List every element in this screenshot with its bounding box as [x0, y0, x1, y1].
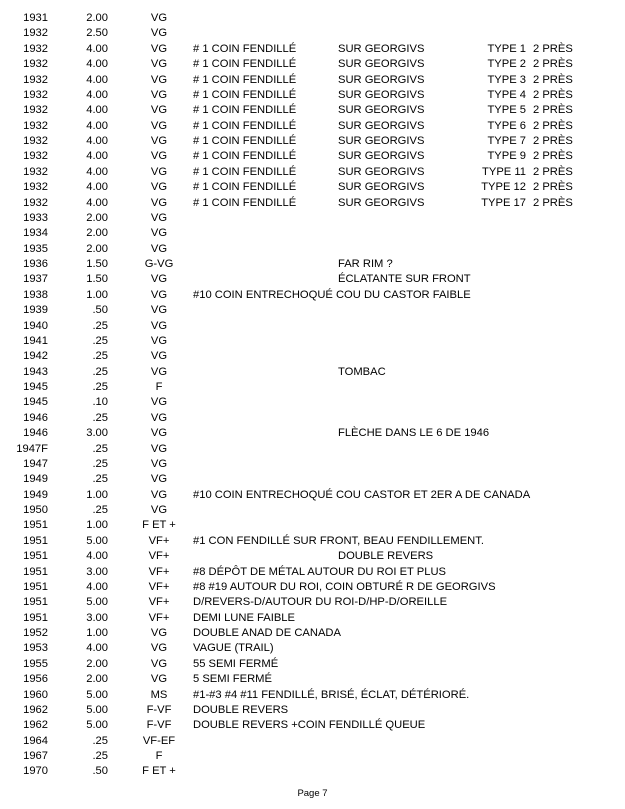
year-cell: 1942	[23, 350, 48, 363]
value-cell: 2.00	[86, 657, 108, 670]
list-item	[0, 365, 625, 380]
list-item	[0, 196, 625, 211]
description-cell: # 1 COIN FENDILLÉ	[193, 58, 297, 71]
value-cell: .25	[92, 750, 108, 762]
type-cell: TYPE 11	[482, 165, 526, 178]
year-cell: 1932	[23, 27, 48, 40]
pres-cell: 2 PRÈS	[533, 165, 573, 178]
value-cell: .25	[92, 473, 108, 486]
grade-cell: VG	[150, 350, 168, 363]
year-cell: 1950	[23, 504, 48, 516]
year-cell: 1946	[23, 427, 48, 440]
grade-cell: VF+	[148, 580, 170, 593]
year-cell: 1951	[23, 565, 48, 578]
page-number: Page 7	[297, 788, 328, 799]
value-cell: .25	[92, 504, 108, 516]
grade-cell: VG	[150, 242, 168, 255]
list-item	[0, 211, 625, 226]
year-cell: 1956	[23, 673, 48, 686]
value-cell: 4.00	[86, 181, 108, 194]
list-item	[0, 688, 625, 703]
pres-cell: 2 PRÈS	[533, 104, 573, 117]
grade-cell: F-VF	[146, 719, 172, 732]
value-cell: 2.00	[86, 673, 108, 686]
year-cell: 1951	[23, 519, 48, 532]
list-item	[0, 657, 625, 672]
year-cell: 1947F	[16, 442, 48, 455]
value-cell: 4.00	[86, 580, 108, 593]
value-cell: 1.00	[86, 627, 108, 639]
type-cell: TYPE 3	[487, 73, 526, 86]
year-cell: 1933	[23, 211, 48, 224]
year-cell: 1951	[23, 596, 48, 609]
value-cell: 4.00	[86, 150, 108, 163]
grade-cell: MS	[150, 688, 168, 701]
value-cell: 2.00	[86, 227, 108, 240]
grade-cell: VF-EF	[142, 734, 176, 747]
description-center-cell: ÉCLATANTE SUR FRONT	[338, 273, 471, 286]
list-item	[0, 288, 625, 303]
year-cell: 1932	[23, 119, 48, 132]
year-cell: 1932	[23, 42, 48, 55]
pres-cell: 2 PRÈS	[533, 88, 573, 101]
list-item	[0, 395, 625, 410]
year-cell: 1931	[23, 12, 48, 24]
year-cell: 1941	[23, 334, 48, 347]
year-cell: 1951	[23, 550, 48, 563]
value-cell: 4.00	[86, 119, 108, 132]
grade-cell: VG	[150, 73, 168, 86]
description-center-cell: FLÈCHE DANS LE 6 DE 1946	[338, 427, 490, 440]
grade-cell: F-VF	[146, 703, 172, 716]
type-cell: TYPE 6	[487, 119, 526, 132]
list-item	[0, 703, 625, 718]
year-cell: 1970	[23, 765, 48, 778]
year-cell: 1932	[23, 58, 48, 71]
type-cell: TYPE 4	[487, 88, 526, 101]
year-cell: 1939	[23, 304, 48, 317]
description-cell: # 1 COIN FENDILLÉ	[193, 196, 297, 209]
list-item	[0, 718, 625, 733]
value-cell: 4.00	[86, 88, 108, 101]
grade-cell: F ET +	[142, 765, 176, 778]
description-cell: 5 SEMI FERMÉ	[193, 673, 272, 686]
type-cell: TYPE 7	[487, 135, 526, 147]
grade-cell: VG	[150, 442, 168, 455]
value-cell: 1.50	[86, 258, 108, 270]
description-center-cell: SUR GEORGIVS	[338, 196, 425, 209]
grade-cell: VG	[150, 196, 168, 209]
description-cell: # 1 COIN FENDILLÉ	[193, 88, 297, 101]
value-cell: 4.00	[86, 135, 108, 147]
grade-cell: VG	[150, 135, 168, 147]
grade-cell: VG	[150, 365, 168, 378]
grade-cell: VG	[150, 27, 168, 40]
coin-list	[0, 11, 625, 780]
list-item	[0, 242, 625, 257]
description-center-cell: SUR GEORGIVS	[338, 135, 425, 147]
grade-cell: VG	[150, 42, 168, 55]
list-item	[0, 73, 625, 88]
grade-cell: VF+	[148, 611, 170, 624]
year-cell: 1951	[23, 534, 48, 547]
grade-cell: G-VG	[144, 258, 174, 270]
list-item	[0, 565, 625, 580]
description-cell: #8 #19 AUTOUR DU ROI, COIN OBTURÉ R DE GEORGIVS	[193, 580, 496, 593]
pres-cell: 2 PRÈS	[533, 150, 573, 163]
grade-cell: VG	[150, 334, 168, 347]
year-cell: 1932	[23, 135, 48, 147]
description-cell: DEMI LUNE FAIBLE	[193, 611, 295, 624]
year-cell: 1932	[23, 165, 48, 178]
year-cell: 1951	[23, 580, 48, 593]
list-item	[0, 272, 625, 287]
grade-cell: VF+	[148, 596, 170, 609]
year-cell: 1967	[23, 750, 48, 762]
description-cell: VAGUE (TRAIL)	[193, 642, 274, 655]
year-cell: 1962	[23, 703, 48, 716]
description-center-cell: DOUBLE REVERS	[338, 550, 434, 563]
grade-cell: VG	[150, 627, 168, 639]
list-item	[0, 488, 625, 503]
value-cell: 3.00	[86, 427, 108, 440]
description-cell: DOUBLE ANAD DE CANADA	[193, 627, 341, 639]
description-cell: # 1 COIN FENDILLÉ	[193, 150, 297, 163]
value-cell: .10	[92, 396, 108, 409]
grade-cell: VG	[150, 58, 168, 71]
description-center-cell: SUR GEORGIVS	[338, 119, 425, 132]
value-cell: .25	[92, 457, 108, 470]
description-cell: #10 COIN ENTRECHOQUÉ COU CASTOR ET 2ER A DE CANADA	[193, 488, 531, 501]
grade-cell: VG	[150, 396, 168, 409]
grade-cell: VG	[150, 273, 168, 286]
grade-cell: VG	[150, 12, 168, 24]
grade-cell: VG	[150, 657, 168, 670]
list-item	[0, 518, 625, 533]
grade-cell: VG	[150, 288, 168, 301]
grade-cell: VG	[150, 119, 168, 132]
pres-cell: 2 PRÈS	[533, 119, 573, 132]
description-cell: # 1 COIN FENDILLÉ	[193, 165, 297, 178]
description-cell: #8 DÉPÔT DE MÉTAL AUTOUR DU ROI ET PLUS	[193, 565, 447, 578]
value-cell: 4.00	[86, 550, 108, 563]
year-cell: 1949	[23, 473, 48, 486]
list-item	[0, 426, 625, 441]
year-cell: 1932	[23, 104, 48, 117]
value-cell: 1.00	[86, 288, 108, 301]
value-cell: 2.50	[86, 27, 108, 40]
grade-cell: VG	[150, 457, 168, 470]
year-cell: 1947	[23, 457, 48, 470]
list-item	[0, 319, 625, 334]
year-cell: 1952	[23, 627, 48, 639]
type-cell: TYPE 12	[481, 181, 526, 194]
list-item	[0, 380, 625, 395]
grade-cell: VG	[150, 427, 168, 440]
grade-cell: VF+	[148, 534, 170, 547]
value-cell: .25	[92, 734, 108, 747]
year-cell: 1943	[23, 365, 48, 378]
pres-cell: 2 PRÈS	[533, 73, 573, 86]
list-item	[0, 549, 625, 564]
list-item	[0, 303, 625, 318]
list-item	[0, 11, 625, 26]
list-item	[0, 580, 625, 595]
year-cell: 1934	[23, 227, 48, 240]
description-center-cell: TOMBAC	[338, 365, 386, 378]
value-cell: 5.00	[86, 703, 108, 716]
description-cell: #10 COIN ENTRECHOQUÉ COU DU CASTOR FAIBLE	[193, 288, 471, 301]
list-item	[0, 764, 625, 779]
value-cell: .25	[92, 334, 108, 347]
list-item	[0, 734, 625, 749]
year-cell: 1945	[23, 396, 48, 409]
value-cell: 2.00	[86, 211, 108, 224]
grade-cell: VG	[150, 411, 168, 424]
list-item	[0, 503, 625, 518]
value-cell: 3.00	[86, 611, 108, 624]
list-item	[0, 595, 625, 610]
year-cell: 1962	[23, 719, 48, 732]
list-item	[0, 534, 625, 549]
value-cell: 4.00	[86, 165, 108, 178]
grade-cell: VG	[150, 227, 168, 240]
value-cell: .25	[92, 381, 108, 393]
grade-cell: VG	[150, 473, 168, 486]
type-cell: TYPE 5	[487, 104, 526, 117]
year-cell: 1932	[23, 150, 48, 163]
description-center-cell: SUR GEORGIVS	[338, 165, 425, 178]
description-center-cell: SUR GEORGIVS	[338, 181, 425, 194]
year-cell: 1932	[23, 88, 48, 101]
value-cell: 5.00	[86, 688, 108, 701]
list-item	[0, 119, 625, 134]
list-item	[0, 165, 625, 180]
description-center-cell: SUR GEORGIVS	[338, 73, 425, 86]
year-cell: 1936	[23, 258, 48, 270]
year-cell: 1938	[23, 288, 48, 301]
description-cell: #1 CON FENDILLÉ SUR FRONT, BEAU FENDILLEMENT.	[193, 534, 484, 547]
grade-cell: VG	[150, 504, 168, 516]
list-item	[0, 134, 625, 149]
list-item	[0, 26, 625, 41]
description-center-cell: SUR GEORGIVS	[338, 104, 425, 117]
list-item	[0, 641, 625, 656]
year-cell: 1955	[23, 657, 48, 670]
description-center-cell: FAR RIM ?	[338, 258, 393, 270]
value-cell: .25	[92, 319, 108, 332]
list-item	[0, 42, 625, 57]
value-cell: 1.00	[86, 488, 108, 501]
description-center-cell: SUR GEORGIVS	[338, 150, 425, 163]
value-cell: .25	[92, 365, 108, 378]
description-center-cell: SUR GEORGIVS	[338, 88, 425, 101]
type-cell: TYPE 1	[487, 42, 526, 55]
list-item	[0, 257, 625, 272]
type-cell: TYPE 9	[487, 150, 526, 163]
year-cell: 1953	[23, 642, 48, 655]
description-cell: # 1 COIN FENDILLÉ	[193, 181, 297, 194]
description-cell: # 1 COIN FENDILLÉ	[193, 104, 297, 117]
value-cell: .25	[92, 442, 108, 455]
value-cell: 3.00	[86, 565, 108, 578]
value-cell: 1.00	[86, 519, 108, 532]
grade-cell: VG	[150, 150, 168, 163]
value-cell: 4.00	[86, 196, 108, 209]
description-cell: DOUBLE REVERS +COIN FENDILLÉ QUEUE	[193, 719, 426, 732]
pres-cell: 2 PRÈS	[533, 181, 573, 194]
value-cell: 4.00	[86, 58, 108, 71]
list-item	[0, 411, 625, 426]
value-cell: .50	[92, 765, 108, 778]
value-cell: 5.00	[86, 534, 108, 547]
grade-cell: VG	[150, 319, 168, 332]
grade-cell: VG	[150, 181, 168, 194]
pres-cell: 2 PRÈS	[533, 135, 573, 147]
description-cell: DOUBLE REVERS	[193, 703, 289, 716]
year-cell: 1945	[23, 381, 48, 393]
description-cell: D/REVERS-D/AUTOUR DU ROI-D/HP-D/OREILLE	[193, 596, 448, 609]
list-item	[0, 611, 625, 626]
grade-cell: VG	[150, 88, 168, 101]
value-cell: 5.00	[86, 596, 108, 609]
pres-cell: 2 PRÈS	[533, 196, 573, 209]
description-cell: #1-#3 #4 #11 FENDILLÉ, BRISÉ, ÉCLAT, DÉTÉRIORÉ.	[193, 688, 470, 701]
description-cell: # 1 COIN FENDILLÉ	[193, 42, 297, 55]
grade-cell: VG	[150, 104, 168, 117]
year-cell: 1940	[23, 319, 48, 332]
value-cell: .50	[92, 304, 108, 317]
pres-cell: 2 PRÈS	[533, 42, 573, 55]
year-cell: 1946	[23, 411, 48, 424]
year-cell: 1937	[23, 273, 48, 286]
list-item	[0, 226, 625, 241]
value-cell: 4.00	[86, 104, 108, 117]
value-cell: 2.00	[86, 12, 108, 24]
list-item	[0, 672, 625, 687]
grade-cell: VG	[150, 673, 168, 686]
value-cell: .25	[92, 350, 108, 363]
description-cell: # 1 COIN FENDILLÉ	[193, 135, 297, 147]
description-cell: # 1 COIN FENDILLÉ	[193, 73, 297, 86]
grade-cell: VF+	[148, 550, 170, 563]
list-item	[0, 149, 625, 164]
year-cell: 1949	[23, 488, 48, 501]
list-item	[0, 472, 625, 487]
description-cell: 55 SEMI FERMÉ	[193, 657, 279, 670]
list-item	[0, 349, 625, 364]
list-item	[0, 442, 625, 457]
list-item	[0, 626, 625, 641]
year-cell: 1964	[23, 734, 48, 747]
year-cell: 1951	[23, 611, 48, 624]
type-cell: TYPE 17	[481, 196, 526, 209]
value-cell: 2.00	[86, 242, 108, 255]
list-item	[0, 103, 625, 118]
value-cell: 4.00	[86, 642, 108, 655]
list-item	[0, 457, 625, 472]
grade-cell: F	[155, 750, 163, 762]
year-cell: 1935	[23, 242, 48, 255]
list-item	[0, 180, 625, 195]
grade-cell: VG	[150, 642, 168, 655]
list-item	[0, 57, 625, 72]
grade-cell: VG	[150, 488, 168, 501]
year-cell: 1960	[23, 688, 48, 701]
grade-cell: VG	[150, 165, 168, 178]
year-cell: 1932	[23, 196, 48, 209]
description-center-cell: SUR GEORGIVS	[338, 42, 425, 55]
value-cell: .25	[92, 411, 108, 424]
type-cell: TYPE 2	[487, 58, 526, 71]
year-cell: 1932	[23, 73, 48, 86]
grade-cell: F ET +	[142, 519, 176, 532]
grade-cell: VG	[150, 211, 168, 224]
value-cell: 5.00	[86, 719, 108, 732]
description-center-cell: SUR GEORGIVS	[338, 58, 425, 71]
list-item	[0, 334, 625, 349]
description-cell: # 1 COIN FENDILLÉ	[193, 119, 297, 132]
value-cell: 4.00	[86, 73, 108, 86]
list-item	[0, 88, 625, 103]
year-cell: 1932	[23, 181, 48, 194]
pres-cell: 2 PRÈS	[533, 58, 573, 71]
value-cell: 1.50	[86, 273, 108, 286]
grade-cell: F	[155, 381, 163, 393]
value-cell: 4.00	[86, 42, 108, 55]
grade-cell: VG	[150, 304, 168, 317]
list-item	[0, 749, 625, 764]
grade-cell: VF+	[148, 565, 170, 578]
